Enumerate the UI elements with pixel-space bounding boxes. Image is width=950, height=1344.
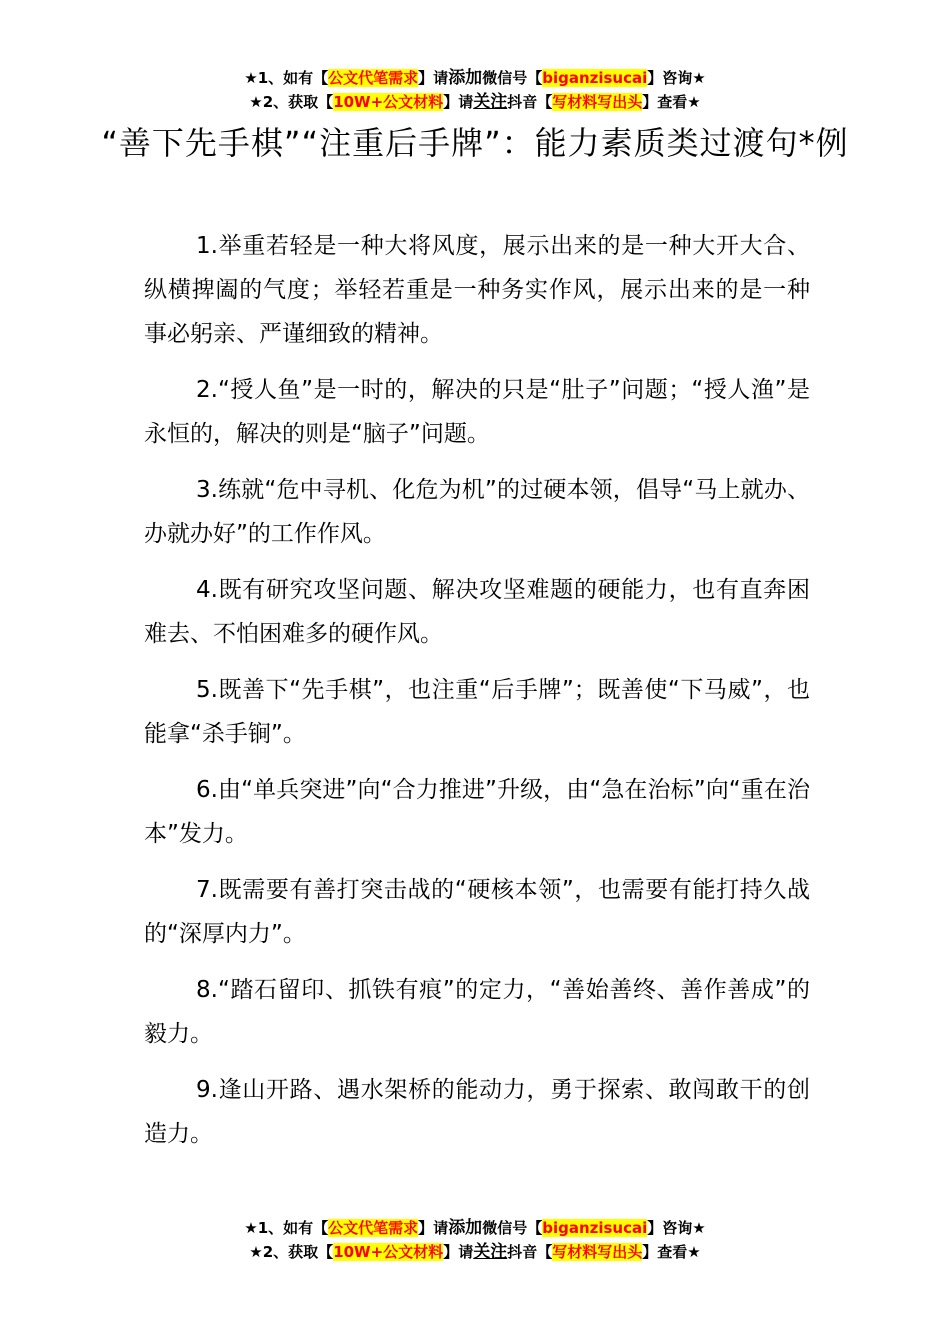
- paragraph-6: 6.由“单兵突进”向“合力推进”升级，由“急在治标”向“重在治本”发力。: [144, 777, 810, 847]
- banner-emphasis: 关注: [473, 92, 508, 112]
- highlight-materials: 10W+公文材料: [333, 93, 444, 111]
- banner-line-1: [0, 66, 950, 90]
- paragraph-4: 4.既有研究攻坚问题、解决攻坚难题的硬能力，也有直奔困难去、不怕困难多的硬作风。: [144, 577, 810, 647]
- banner-text: ★2、获取【: [249, 93, 334, 111]
- banner-text: 】请: [418, 69, 449, 87]
- banner-emphasis: 关注: [473, 1242, 508, 1262]
- highlight-douyin: 写材料写出头: [552, 93, 643, 111]
- banner-line-1: [0, 1216, 950, 1240]
- highlight-materials: 10W+公文材料: [333, 1243, 444, 1261]
- highlight-wechat-id: biganzisucai: [542, 69, 648, 87]
- banner-text: 】请: [418, 1219, 449, 1237]
- banner-text: 抖音【: [507, 93, 553, 111]
- banner-text: 】查看★: [642, 93, 701, 111]
- banner-text: 】查看★: [642, 1243, 701, 1261]
- banner-text: 微信号【: [482, 69, 543, 87]
- banner-text: 】咨询★: [647, 69, 706, 87]
- banner-text: 】请: [443, 93, 474, 111]
- banner-line-2: [0, 90, 950, 114]
- banner-text: 微信号【: [482, 1219, 543, 1237]
- paragraph-9: 9.逢山开路、遇水架桥的能动力，勇于探索、敢闯敢干的创造力。: [144, 1077, 810, 1147]
- banner-text: ★1、如有【: [244, 1219, 329, 1237]
- footer-banner: [0, 1216, 950, 1264]
- banner-text: 抖音【: [507, 1243, 553, 1261]
- header-banner: [0, 66, 950, 114]
- paragraph-3: 3.练就“危中寻机、化危为机”的过硬本领，倡导“马上就办、办就办好”的工作作风。: [144, 477, 810, 547]
- banner-emphasis: 添加: [448, 1218, 483, 1238]
- paragraph-7: 7.既需要有善打突击战的“硬核本领”，也需要有能打持久战的“深厚内力”。: [144, 877, 810, 947]
- banner-text: ★1、如有【: [244, 69, 329, 87]
- highlight-service: 公文代笔需求: [328, 69, 419, 87]
- banner-emphasis: 添加: [448, 68, 483, 88]
- paragraph-8: 8.“踏石留印、抓铁有痕”的定力，“善始善终、善作善成”的毅力。: [144, 977, 810, 1047]
- document-body: [144, 224, 810, 1168]
- paragraph-1: 1.举重若轻是一种大将风度，展示出来的是一种大开大合、纵横捭阖的气度；举轻若重是一种务实作风，展示出来的是一种事必躬亲、严谨细致的精神。: [144, 233, 810, 347]
- banner-text: ★2、获取【: [249, 1243, 334, 1261]
- page-title: “善下先手棋”“注重后手牌”：能力素质类过渡句*例: [101, 124, 849, 162]
- banner-text: 】咨询★: [647, 1219, 706, 1237]
- banner-line-2: [0, 1240, 950, 1264]
- highlight-wechat-id: biganzisucai: [542, 1219, 648, 1237]
- banner-text: 】请: [443, 1243, 474, 1261]
- paragraph-2: 2.“授人鱼”是一时的，解决的只是“肚子”问题；“授人渔”是永恒的，解决的则是“脑子”问题。: [144, 377, 810, 447]
- highlight-service: 公文代笔需求: [328, 1219, 419, 1237]
- highlight-douyin: 写材料写出头: [552, 1243, 643, 1261]
- paragraph-5: 5.既善下“先手棋”，也注重“后手牌”；既善使“下马威”，也能拿“杀手锏”。: [144, 677, 810, 747]
